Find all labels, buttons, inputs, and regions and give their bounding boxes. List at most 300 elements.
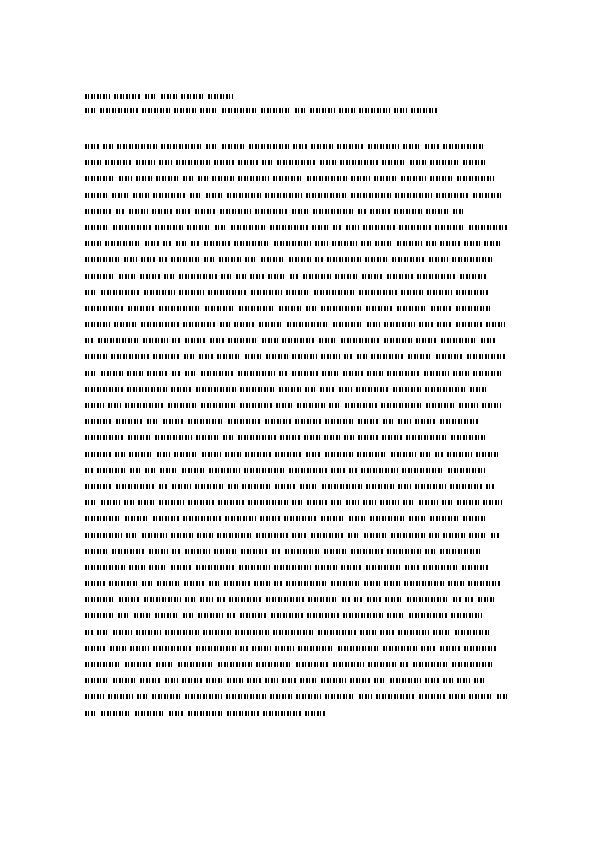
text-glyphs <box>333 662 364 667</box>
text-glyphs <box>176 160 210 165</box>
text-glyphs <box>149 565 167 570</box>
text-glyphs <box>183 613 194 618</box>
document-body <box>85 143 513 726</box>
text-glyphs <box>363 225 395 230</box>
text-glyphs <box>295 108 306 113</box>
text-glyphs <box>361 241 371 246</box>
text-glyphs <box>224 581 250 586</box>
text-glyphs <box>141 322 179 327</box>
text-glyphs <box>430 160 459 165</box>
text-glyphs <box>371 354 404 359</box>
text-glyphs <box>273 630 314 635</box>
text-glyphs <box>459 403 478 408</box>
text-glyphs <box>109 581 138 586</box>
text-glyphs <box>333 322 363 327</box>
text-glyphs <box>440 549 481 554</box>
text-glyphs <box>234 241 270 246</box>
body-line <box>85 499 511 507</box>
text-glyphs <box>338 646 379 651</box>
text-glyphs <box>159 257 167 262</box>
text-glyphs <box>292 354 317 359</box>
text-glyphs <box>430 176 453 181</box>
text-glyphs <box>212 176 234 181</box>
text-glyphs <box>423 565 458 570</box>
text-glyphs <box>424 371 449 376</box>
text-glyphs <box>187 225 211 230</box>
text-glyphs <box>342 597 350 602</box>
text-glyphs <box>85 500 97 505</box>
text-glyphs <box>392 257 425 262</box>
text-glyphs <box>172 549 181 554</box>
text-glyphs <box>320 387 335 392</box>
text-glyphs <box>210 338 224 343</box>
text-glyphs <box>341 338 380 343</box>
text-glyphs <box>222 108 257 113</box>
text-glyphs <box>182 678 202 683</box>
text-glyphs <box>376 694 415 699</box>
text-glyphs <box>100 108 138 113</box>
text-glyphs <box>368 144 399 149</box>
text-glyphs <box>397 241 422 246</box>
text-glyphs <box>361 468 398 473</box>
text-glyphs <box>491 533 499 538</box>
text-glyphs <box>85 630 93 635</box>
text-glyphs <box>305 711 325 716</box>
text-glyphs <box>469 694 493 699</box>
text-glyphs <box>292 371 318 376</box>
text-glyphs <box>171 565 192 570</box>
text-glyphs <box>245 354 262 359</box>
text-glyphs <box>321 678 346 683</box>
text-glyphs <box>295 419 321 424</box>
text-glyphs <box>382 160 406 165</box>
text-glyphs <box>164 274 175 279</box>
text-glyphs <box>245 257 257 262</box>
text-glyphs <box>306 193 347 198</box>
text-glyphs <box>116 209 125 214</box>
text-glyphs <box>436 354 463 359</box>
text-glyphs <box>85 662 121 667</box>
text-glyphs <box>215 225 227 230</box>
text-glyphs <box>276 403 293 408</box>
body-line <box>85 612 511 620</box>
text-glyphs <box>391 452 416 457</box>
text-glyphs <box>321 306 362 311</box>
text-glyphs <box>152 694 181 699</box>
text-glyphs <box>228 338 258 343</box>
text-glyphs <box>225 452 241 457</box>
body-line <box>85 224 511 232</box>
text-glyphs <box>135 711 165 716</box>
text-glyphs <box>171 387 192 392</box>
body-line <box>85 645 511 653</box>
text-glyphs <box>85 646 106 651</box>
text-glyphs <box>408 354 432 359</box>
text-glyphs <box>110 646 126 651</box>
body-line <box>85 564 511 572</box>
text-glyphs <box>416 338 437 343</box>
text-glyphs <box>238 160 258 165</box>
text-glyphs <box>464 241 480 246</box>
text-glyphs <box>285 549 320 554</box>
text-glyphs <box>411 108 438 113</box>
text-glyphs <box>85 533 122 538</box>
text-glyphs <box>203 630 231 635</box>
text-glyphs <box>172 484 191 489</box>
text-glyphs <box>85 160 101 165</box>
text-glyphs <box>277 160 316 165</box>
text-glyphs <box>324 435 340 440</box>
text-glyphs <box>368 662 396 667</box>
text-glyphs <box>345 403 377 408</box>
text-glyphs <box>228 419 261 424</box>
text-glyphs <box>315 257 323 262</box>
text-glyphs <box>399 225 431 230</box>
text-glyphs <box>265 193 302 198</box>
text-glyphs <box>238 371 275 376</box>
text-glyphs <box>119 274 136 279</box>
text-glyphs <box>265 678 278 683</box>
text-glyphs <box>160 468 178 473</box>
text-glyphs <box>85 597 115 602</box>
text-glyphs <box>153 193 186 198</box>
text-glyphs <box>172 371 181 376</box>
text-glyphs <box>190 193 202 198</box>
text-glyphs <box>271 613 303 618</box>
text-glyphs <box>108 694 133 699</box>
text-glyphs <box>85 144 99 149</box>
text-glyphs <box>321 354 340 359</box>
text-glyphs <box>359 108 390 113</box>
text-glyphs <box>417 274 456 279</box>
text-glyphs <box>308 597 338 602</box>
text-glyphs <box>387 371 420 376</box>
text-glyphs <box>118 613 130 618</box>
text-glyphs <box>195 484 224 489</box>
text-glyphs <box>343 371 363 376</box>
text-glyphs <box>497 694 507 699</box>
text-glyphs <box>402 468 444 473</box>
body-line <box>85 548 511 556</box>
text-glyphs <box>240 613 267 618</box>
body-line <box>85 256 511 264</box>
text-glyphs <box>172 338 181 343</box>
text-glyphs <box>226 694 266 699</box>
text-glyphs <box>98 338 139 343</box>
text-glyphs <box>263 711 301 716</box>
text-glyphs <box>255 209 288 214</box>
text-glyphs <box>331 581 360 586</box>
body-line <box>85 240 511 248</box>
body-line <box>85 451 511 459</box>
text-glyphs <box>356 387 389 392</box>
text-glyphs <box>239 565 270 570</box>
text-glyphs <box>307 176 347 181</box>
body-line <box>85 192 511 200</box>
text-glyphs <box>469 225 507 230</box>
text-glyphs <box>465 597 474 602</box>
body-line <box>85 515 511 523</box>
text-glyphs <box>227 613 236 618</box>
text-glyphs <box>333 225 342 230</box>
text-glyphs <box>115 452 125 457</box>
text-glyphs <box>206 144 218 149</box>
text-glyphs <box>256 662 292 667</box>
text-glyphs <box>331 500 342 505</box>
text-glyphs <box>185 694 222 699</box>
text-glyphs <box>306 452 321 457</box>
text-glyphs <box>242 484 271 489</box>
text-glyphs <box>478 597 494 602</box>
text-glyphs <box>117 144 157 149</box>
text-glyphs <box>208 290 247 295</box>
text-glyphs <box>474 678 485 683</box>
text-glyphs <box>182 468 205 473</box>
text-glyphs <box>289 468 327 473</box>
text-glyphs <box>262 338 278 343</box>
text-glyphs <box>202 452 221 457</box>
text-glyphs <box>387 274 413 279</box>
text-glyphs <box>325 452 353 457</box>
text-glyphs <box>451 613 482 618</box>
text-glyphs <box>332 241 357 246</box>
text-glyphs <box>171 257 200 262</box>
text-glyphs <box>185 338 206 343</box>
text-glyphs <box>114 322 137 327</box>
text-glyphs <box>393 387 421 392</box>
text-glyphs <box>176 209 191 214</box>
text-glyphs <box>300 678 317 683</box>
text-glyphs <box>214 549 237 554</box>
text-glyphs <box>440 646 460 651</box>
text-glyphs <box>435 225 465 230</box>
text-glyphs <box>279 306 302 311</box>
text-glyphs <box>85 209 112 214</box>
text-glyphs <box>270 225 308 230</box>
text-glyphs <box>306 306 317 311</box>
text-glyphs <box>383 646 417 651</box>
text-glyphs <box>270 694 292 699</box>
text-glyphs <box>133 193 149 198</box>
text-glyphs <box>351 176 370 181</box>
text-glyphs <box>157 452 170 457</box>
text-glyphs <box>443 533 465 538</box>
text-glyphs <box>320 160 336 165</box>
text-glyphs <box>456 290 488 295</box>
text-glyphs <box>303 274 331 279</box>
text-glyphs <box>138 500 155 505</box>
body-line <box>85 434 511 442</box>
text-glyphs <box>453 371 469 376</box>
text-glyphs <box>275 452 302 457</box>
text-glyphs <box>364 581 380 586</box>
body-line <box>85 677 511 685</box>
text-glyphs <box>147 371 168 376</box>
body-line <box>85 386 511 394</box>
body-line <box>85 483 511 491</box>
text-glyphs <box>249 144 289 149</box>
text-glyphs <box>85 468 93 473</box>
text-glyphs <box>322 484 362 489</box>
text-glyphs <box>140 678 161 683</box>
text-glyphs <box>142 533 167 538</box>
text-glyphs <box>410 160 426 165</box>
text-glyphs <box>155 435 192 440</box>
text-glyphs <box>85 193 108 198</box>
text-glyphs <box>101 371 123 376</box>
text-glyphs <box>85 435 124 440</box>
text-glyphs <box>331 468 345 473</box>
text-glyphs <box>108 403 121 408</box>
text-glyphs <box>157 581 180 586</box>
text-glyphs <box>359 694 372 699</box>
text-glyphs <box>220 322 230 327</box>
text-glyphs <box>142 108 170 113</box>
text-glyphs <box>358 435 378 440</box>
body-line <box>85 208 511 216</box>
text-glyphs <box>174 452 198 457</box>
body-line <box>85 596 511 604</box>
text-glyphs <box>310 108 335 113</box>
text-glyphs <box>463 516 486 521</box>
text-glyphs <box>398 484 411 489</box>
text-glyphs <box>85 290 97 295</box>
text-glyphs <box>481 338 495 343</box>
text-glyphs <box>85 241 101 246</box>
text-glyphs <box>443 678 453 683</box>
body-line <box>85 273 511 281</box>
text-glyphs <box>184 581 205 586</box>
text-glyphs <box>101 711 131 716</box>
text-glyphs <box>225 516 256 521</box>
text-glyphs <box>129 452 153 457</box>
body-line <box>85 418 511 426</box>
text-glyphs <box>344 435 354 440</box>
text-glyphs <box>440 419 479 424</box>
text-glyphs <box>452 662 494 667</box>
text-glyphs <box>163 241 172 246</box>
text-glyphs <box>419 694 445 699</box>
text-glyphs <box>430 516 459 521</box>
text-glyphs <box>315 241 328 246</box>
text-glyphs <box>384 322 415 327</box>
text-glyphs <box>188 500 214 505</box>
text-glyphs <box>185 549 210 554</box>
text-glyphs <box>266 354 288 359</box>
text-glyphs <box>339 387 352 392</box>
text-glyphs <box>85 322 110 327</box>
text-glyphs <box>201 371 234 376</box>
text-glyphs <box>85 452 111 457</box>
text-glyphs <box>165 678 178 683</box>
text-glyphs <box>231 225 266 230</box>
text-glyphs <box>367 371 383 376</box>
body-line <box>85 289 511 297</box>
body-line <box>85 532 511 540</box>
text-glyphs <box>426 209 449 214</box>
text-glyphs <box>134 613 151 618</box>
text-glyphs <box>113 630 132 635</box>
text-glyphs <box>234 322 255 327</box>
text-glyphs <box>409 516 426 521</box>
text-glyphs <box>366 306 393 311</box>
text-glyphs <box>292 533 307 538</box>
text-glyphs <box>403 144 421 149</box>
text-glyphs <box>144 290 175 295</box>
text-glyphs <box>236 274 246 279</box>
text-glyphs <box>286 290 310 295</box>
text-glyphs <box>425 678 439 683</box>
text-glyphs <box>318 630 356 635</box>
text-glyphs <box>443 144 485 149</box>
text-glyphs <box>348 533 360 538</box>
text-glyphs <box>364 533 387 538</box>
text-glyphs <box>469 533 487 538</box>
text-glyphs <box>431 306 452 311</box>
text-glyphs <box>457 678 470 683</box>
text-glyphs <box>85 176 115 181</box>
text-glyphs <box>137 694 148 699</box>
text-glyphs <box>85 257 120 262</box>
text-glyphs <box>305 387 316 392</box>
text-glyphs <box>381 403 422 408</box>
text-glyphs <box>247 678 261 683</box>
text-glyphs <box>85 403 104 408</box>
text-glyphs <box>426 241 436 246</box>
text-glyphs <box>274 241 311 246</box>
text-glyphs <box>382 435 402 440</box>
text-glyphs <box>159 500 184 505</box>
text-glyphs <box>240 646 248 651</box>
text-glyphs <box>85 711 97 716</box>
text-glyphs <box>153 354 180 359</box>
text-glyphs <box>384 581 400 586</box>
text-glyphs <box>262 160 273 165</box>
text-glyphs <box>429 533 439 538</box>
text-glyphs <box>85 694 104 699</box>
body-line <box>85 467 511 475</box>
text-glyphs <box>196 435 219 440</box>
text-glyphs <box>484 241 502 246</box>
text-glyphs <box>457 176 494 181</box>
text-glyphs <box>343 613 383 618</box>
text-glyphs <box>204 241 230 246</box>
text-glyphs <box>153 516 179 521</box>
text-glyphs <box>327 257 361 262</box>
text-glyphs <box>161 144 202 149</box>
text-glyphs <box>153 646 192 651</box>
text-glyphs <box>126 533 138 538</box>
body-line <box>85 305 511 313</box>
text-glyphs <box>129 565 145 570</box>
text-glyphs <box>181 94 204 99</box>
body-line <box>85 370 511 378</box>
text-glyphs <box>390 678 421 683</box>
text-glyphs <box>101 500 120 505</box>
text-glyphs <box>130 468 141 473</box>
text-glyphs <box>279 371 288 376</box>
text-glyphs <box>260 516 280 521</box>
text-glyphs <box>85 549 108 554</box>
text-glyphs <box>473 193 503 198</box>
text-glyphs <box>85 274 115 279</box>
body-line <box>85 337 511 345</box>
text-glyphs <box>119 597 140 602</box>
text-glyphs <box>113 225 151 230</box>
text-glyphs <box>85 371 97 376</box>
text-glyphs <box>312 225 329 230</box>
text-glyphs <box>220 209 251 214</box>
